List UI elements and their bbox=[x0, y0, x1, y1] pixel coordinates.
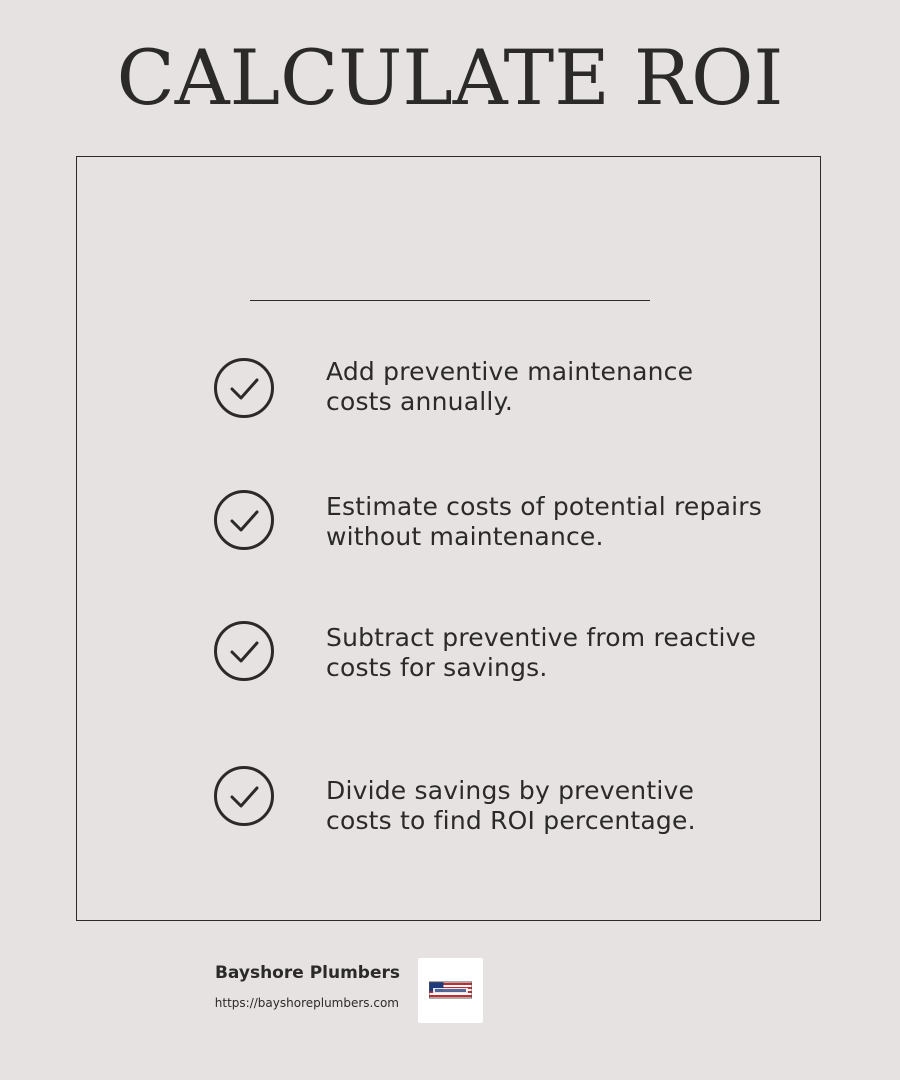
logo-badge bbox=[418, 958, 483, 1023]
check-circle-icon bbox=[212, 356, 276, 420]
step-item-4 bbox=[0, 758, 900, 838]
step-text: Add preventive maintenance costs annually. bbox=[326, 357, 694, 416]
step-text: Subtract preventive from reactive costs for savings. bbox=[326, 623, 757, 682]
company-name: Bayshore Plumbers bbox=[214, 963, 400, 983]
check-circle-icon bbox=[212, 488, 276, 552]
bayshore-plumbers-logo-icon bbox=[429, 980, 472, 1000]
step-text: Estimate costs of potential repairs without maintenance. bbox=[326, 492, 762, 551]
check-circle-icon bbox=[212, 619, 276, 683]
step-item-2 bbox=[0, 482, 900, 562]
step-item-3 bbox=[0, 613, 900, 693]
check-circle-icon bbox=[212, 764, 276, 828]
step-item-1 bbox=[0, 350, 900, 430]
step-text: Divide savings by preventive costs to find ROI percentage. bbox=[326, 776, 696, 835]
page-title: CALCULATE ROI bbox=[116, 33, 784, 122]
divider-line bbox=[250, 300, 650, 301]
company-url[interactable]: https://bayshoreplumbers.com bbox=[214, 996, 399, 1010]
